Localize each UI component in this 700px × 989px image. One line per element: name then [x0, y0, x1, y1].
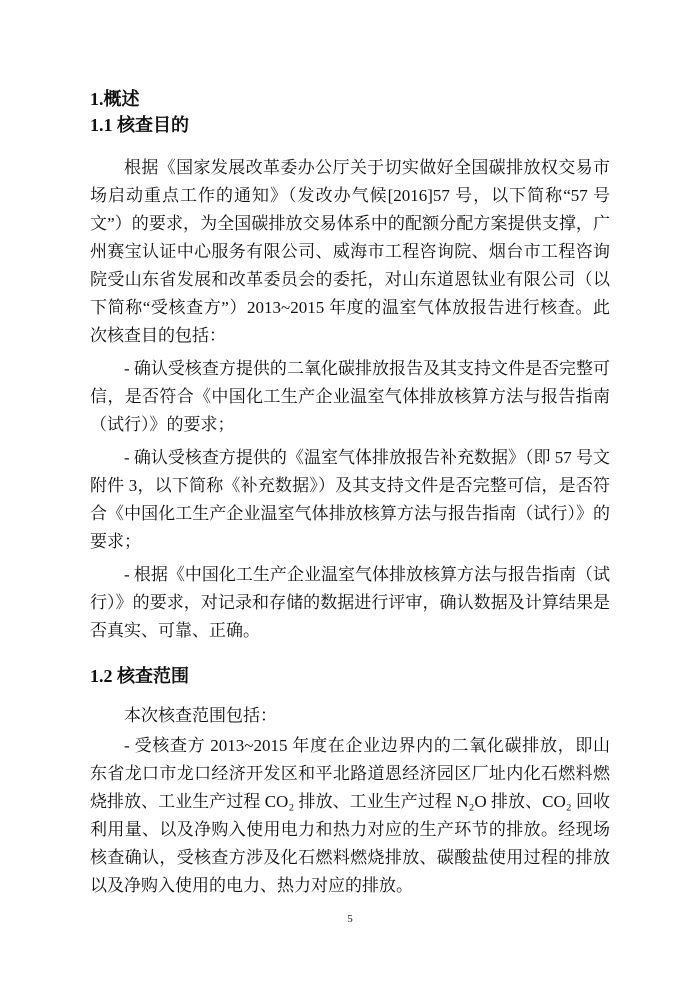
subsection-heading-verification-scope: 1.2 核查范围: [90, 666, 189, 686]
bullet-purpose-2: - 确认受核查方提供的《温室气体排放报告补充数据》（即 57 号文附件 3，以下简称《补充数据》）及其支持文件是否完整可信，是否符合《中国化工生产企业温室气体排放核算方法与报告指南（试行）》的要求；: [90, 448, 610, 551]
bullet-scope-1: - 受核查方 2013~2015 年度在企业边界内的二氧化碳排放，即山东省龙口市龙口经济开发区和平北路道恩经济园区厂址内化石燃料燃烧排放、工业生产过程 CO₂ 排放、工业生产过程 N₂O 排放、CO₂ 回收利用量、以及净购入使用电力和热力对应的生产环节的排放。经现场核查确认，受核查方涉及化石燃料燃烧排放、碳酸盐使用过程的排放以及净购入使用的电力、热力对应的排放。: [90, 736, 610, 895]
subsection-heading-verification-purpose: 1.1 核查目的: [90, 115, 189, 135]
page-content: [90, 86, 610, 900]
bullet-purpose-3: - 根据《中国化工生产企业温室气体排放核算方法与报告指南（试行）》的要求，对记录和存储的数据进行评审，确认数据及计算结果是否真实、可靠、正确。: [90, 565, 610, 640]
section-heading-overview: 1.概述: [90, 89, 140, 109]
bullet-purpose-1: - 确认受核查方提供的二氧化碳排放报告及其支持文件是否完整可信，是否符合《中国化工生产企业温室气体排放核算方法与报告指南（试行）》的要求；: [90, 359, 610, 434]
paragraph-purpose-intro: 根据《国家发展改革委办公厅关于切实做好全国碳排放权交易市场启动重点工作的通知》（发改办气候[2016]57 号，以下简称“57 号文”）的要求，为全国碳排放交易体系中的配额分配方案提供支撑，广州赛宝认证中心服务有限公司、威海市工程咨询院、烟台市工程咨询院受山东省发展和改革委员会的委托，对山东道恩钛业有限公司（以下简称“受核查方”）2013~2015 年度的温室气体放报告进行核查。此次核查目的包括：: [90, 158, 610, 345]
page-number: 5: [347, 913, 353, 925]
paragraph-scope-lead: 本次核查范围包括：: [124, 706, 277, 725]
